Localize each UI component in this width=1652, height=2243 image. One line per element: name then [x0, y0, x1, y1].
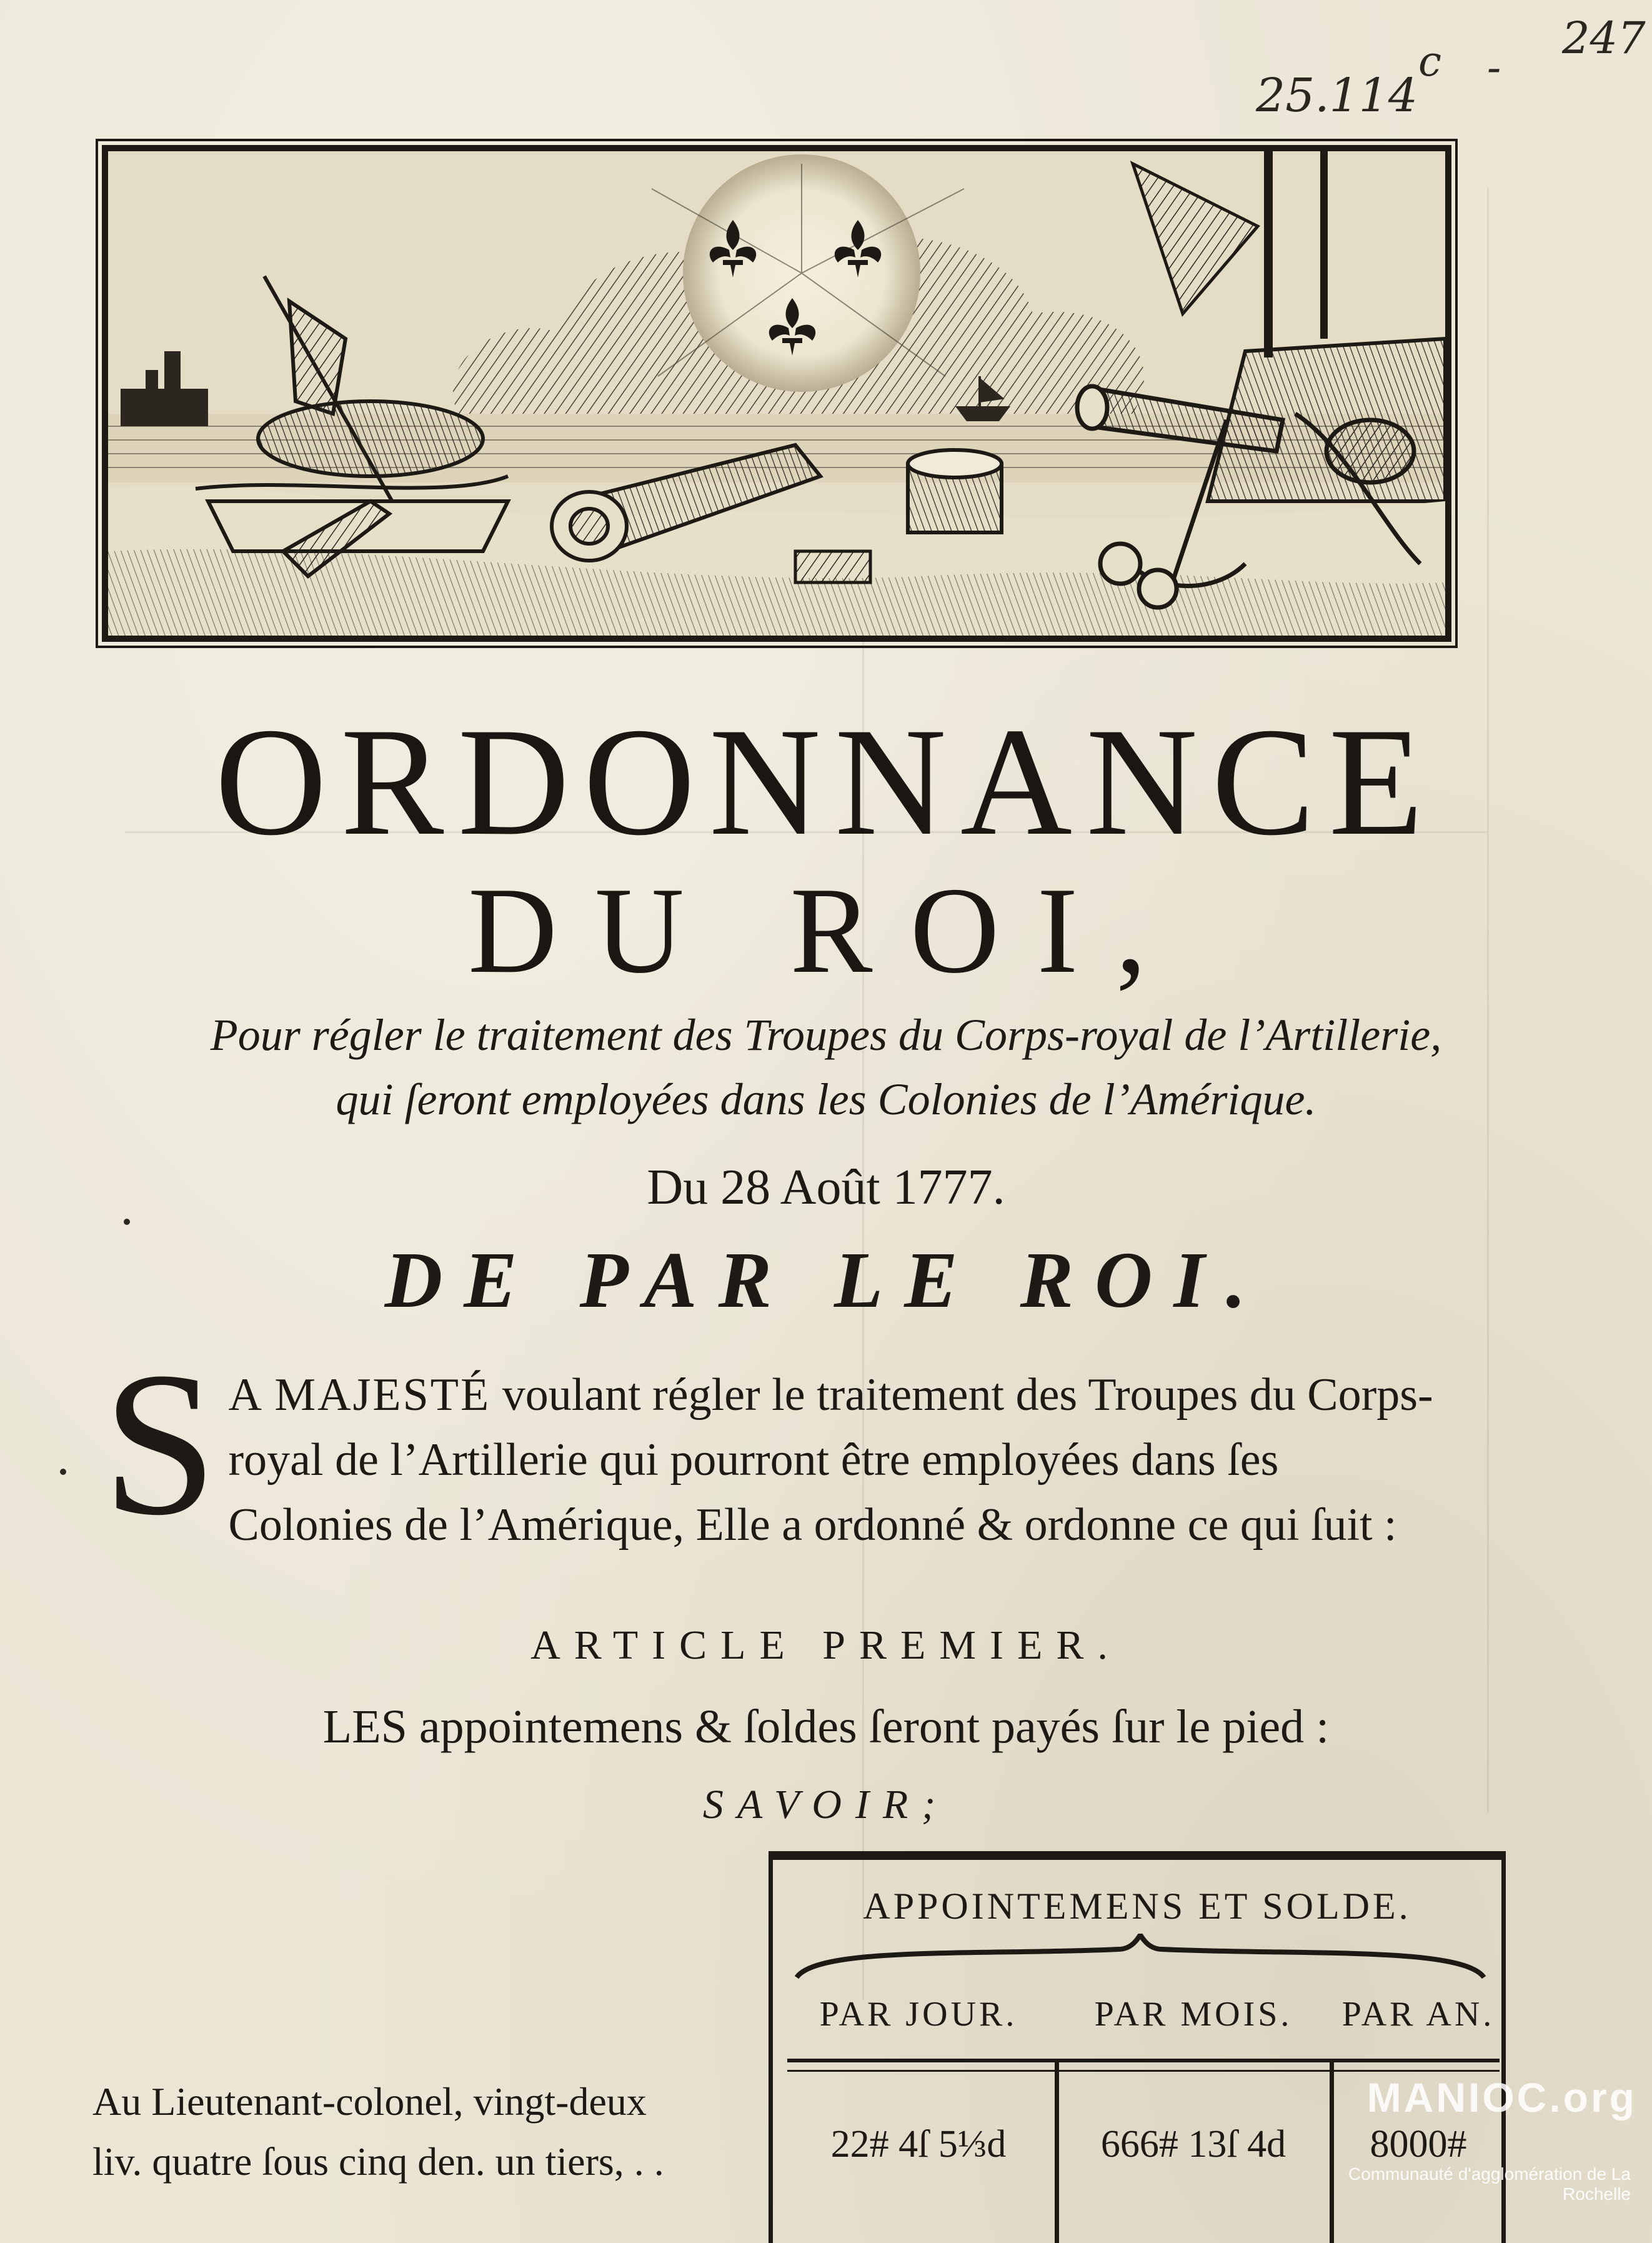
manioc-watermark: [1287, 2074, 1637, 2121]
handwritten-folio-number: 247: [1562, 12, 1646, 64]
body-text: voulant régler le traitement des Troupes du Corps-royal de l’Artillerie qui pourront être employées dans ſes Colonies de l’Amérique, Elle a ordonné & ordonne ce qui ſuit :: [228, 1369, 1433, 1551]
article-heading: ARTICLE PREMIER.: [530, 1622, 1122, 1668]
column-header-par-an: PAR AN.: [1341, 1995, 1495, 2034]
handwritten-dash: -: [1487, 44, 1501, 92]
handwritten-shelfmark: 25.114: [1256, 69, 1418, 122]
page-title: ORDONNANCE: [215, 696, 1437, 867]
row-label-line: liv. quatre ſous cinq den. un tiers, . .: [92, 2139, 664, 2184]
majeste-small-caps: A MAJESTÉ: [228, 1369, 491, 1421]
proclamation-heading: DE PAR LE ROI.: [384, 1236, 1268, 1324]
document-date: Du 28 Août 1777.: [647, 1160, 1005, 1215]
handwritten-mark: c: [1418, 37, 1441, 86]
table-header-rule: [787, 2059, 1500, 2072]
cell-par-an: 8000#: [1370, 2123, 1467, 2166]
watermark-logo: MANIOC.org: [1366, 2074, 1637, 2121]
pay-intro-text: LES appointemens & ſoldes ſeront payés ſur le pied :: [322, 1701, 1330, 1753]
drop-cap: S: [102, 1330, 217, 1558]
cell-par-mois: 666# 13ſ 4d: [1100, 2123, 1286, 2166]
margin-mark: [124, 1219, 130, 1225]
woodcut-vignette: [102, 145, 1451, 642]
body-paragraph: [102, 1330, 1443, 1558]
table-row-label: [92, 2072, 767, 2192]
brace-icon: [794, 1934, 1487, 1984]
margin-mark: [60, 1469, 66, 1475]
purpose-line: Pour régler le traitement des Troupes du Corps-royal de l’Artillerie,: [210, 1010, 1442, 1060]
table-header: APPOINTEMENS ET SOLDE.: [863, 1886, 1411, 1927]
savoir-heading: SAVOIR;: [702, 1782, 950, 1827]
page-subtitle: DU ROI,: [468, 862, 1184, 999]
row-label-line: Au Lieutenant-colonel, vingt-deux: [92, 2079, 647, 2124]
watermark-caption: Communauté d'agglomération de La Rochelle: [1348, 2164, 1631, 2204]
drum: [908, 450, 1002, 532]
column-header-par-jour: PAR JOUR.: [819, 1995, 1018, 2034]
cell-par-jour: 22# 4ſ 5⅓d: [830, 2123, 1007, 2166]
purpose-line: qui ſeront employées dans les Colonies de l’Amérique.: [336, 1074, 1316, 1124]
woodcut-illustration: [108, 151, 1445, 636]
column-header-par-mois: PAR MOIS.: [1094, 1995, 1293, 2034]
